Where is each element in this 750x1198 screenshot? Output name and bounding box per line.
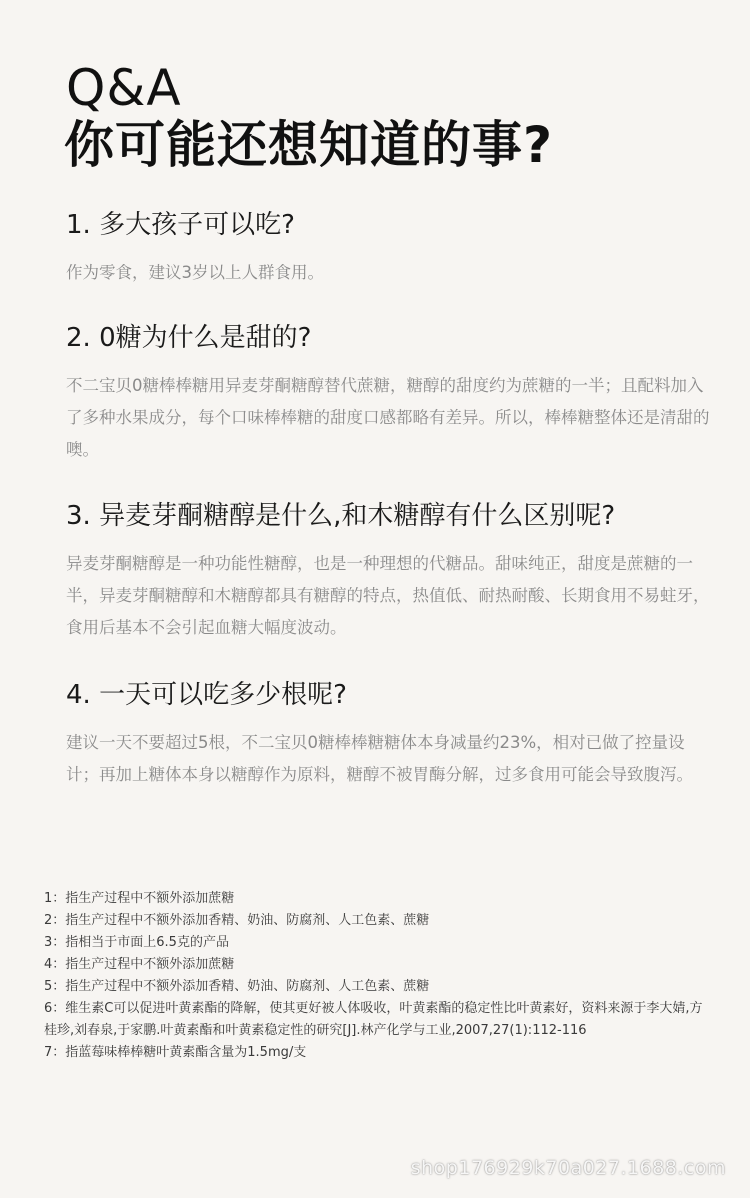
faq-item-3 xyxy=(66,498,716,644)
faq-question-1: 1. 多大孩子可以吃? xyxy=(66,210,295,240)
footnotes xyxy=(44,888,714,1064)
faq-answer-2: 不二宝贝0糖棒棒糖用异麦芽酮糖醇替代蔗糖，糖醇的甜度约为蔗糖的一半；且配料加入了多种水果成分，每个口味棒棒糖的甜度口感都略有差异。所以，棒棒糖整体还是清甜的噢。 xyxy=(66,376,710,459)
faq-item-2 xyxy=(66,320,716,466)
footnote-5: 5：指生产过程中不额外添加香精、奶油、防腐剂、人工色素、蔗糖 xyxy=(44,979,430,994)
faq-question-2: 2. 0糖为什么是甜的? xyxy=(66,323,312,353)
footnote-2: 2：指生产过程中不额外添加香精、奶油、防腐剂、人工色素、蔗糖 xyxy=(44,913,430,928)
footnote-7: 7：指蓝莓味棒棒糖叶黄素酯含量为1.5mg/支 xyxy=(44,1045,307,1060)
footnote-3: 3：指相当于市面上6.5克的产品 xyxy=(44,935,229,950)
faq-item-1 xyxy=(66,207,716,289)
faq-answer-1: 作为零食，建议3岁以上人群食用。 xyxy=(66,263,324,282)
footnote-4: 4：指生产过程中不额外添加蔗糖 xyxy=(44,957,235,972)
faq-answer-3: 异麦芽酮糖醇是一种功能性糖醇，也是一种理想的代糖品。甜味纯正，甜度是蔗糖的一半，异麦芽酮糖醇和木糖醇都具有糖醇的特点，热值低、耐热耐酸、长期食用不易蛀牙，食用后基本不会引起血糖大幅度波动。 xyxy=(66,554,710,637)
footnote-6: 6：维生素C可以促进叶黄素酯的降解，使其更好被人体吸收，叶黄素酯的稳定性比叶黄素好，资料来源于李大婧,方桂珍,刘春泉,于家鹏.叶黄素酯和叶黄素稳定性的研究[J].林产化学与工业,2007,27(1):112-116 xyxy=(44,1001,703,1038)
shop-watermark: shop176929k70a027.1688.com xyxy=(410,1157,726,1179)
faq-question-4: 4. 一天可以吃多少根呢? xyxy=(66,680,347,710)
page-title: 你可能还想知道的事? xyxy=(64,116,554,174)
faq-answer-4: 建议一天不要超过5根，不二宝贝0糖棒棒糖糖体本身减量约23%，相对已做了控量设计；再加上糖体本身以糖醇作为原料，糖醇不被胃酶分解，过多食用可能会导致腹泻。 xyxy=(66,733,693,784)
title-qa: Q&A xyxy=(66,59,182,117)
faq-item-4 xyxy=(66,677,716,791)
footnote-1: 1：指生产过程中不额外添加蔗糖 xyxy=(44,891,235,906)
faq-question-3: 3. 异麦芽酮糖醇是什么,和木糖醇有什么区别呢? xyxy=(66,501,616,531)
